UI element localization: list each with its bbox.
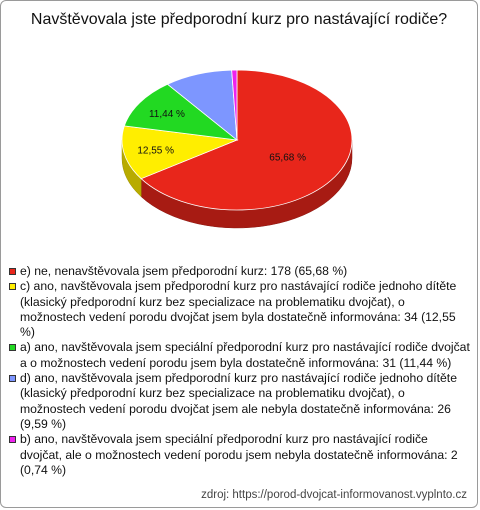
pie-chart [1,45,477,257]
legend-swatch-b [9,436,16,443]
legend-label-c: c) ano, navštěvovala jsem předporodní kurz pro nastávající rodiče jednoho dítěte (klasický předporodní kurz bez specializace na problematiku dvojčat), o možnostech vedení porodu dvojčat jsem byla dostatečně informována: 34 (12,55 %) [20,279,457,340]
legend-swatch-e [9,268,16,275]
legend-item-b [9,432,471,478]
legend-label-e: e) ne, nenavštěvovala jsem předporodní kurz: 178 (65,68 %) [20,264,348,278]
slice-label-a: 11,44 % [148,109,185,121]
legend-item-c [9,279,471,340]
legend-swatch-a [9,344,16,351]
chart-legend [9,264,471,478]
legend-label-d: d) ano, navštěvovala jsem předporodní kurz pro nastávající rodiče jednoho dítěte (klasický předporodní kurz bez specializace na problematiku dvojčat), o možnostech vedení porodu dvojčat jsem ale nebyla dostatečně informována: 26 (9,59 %) [20,371,457,431]
legend-item-d [9,371,471,432]
legend-label-b: b) ano, navštěvovala jsem speciální předporodní kurz pro nastávající rodiče dvojčat, ale o možnostech vedení porodu jsem nebyla dostatečně informována: 2 (0,74 %) [20,432,458,477]
chart-title: Navštěvovala jste předporodní kurz pro nastávající rodiče? [30,11,448,28]
legend-item-a [9,340,471,371]
slice-label-c: 12,55 % [137,145,175,157]
slice-label-e: 65,68 % [269,152,307,164]
source-note: zdroj: https://porod-dvojcat-informovanost.vyplnto.cz [201,489,467,501]
legend-label-a: a) ano, navštěvovala jsem speciální předporodní kurz pro nastávající rodiče dvojčat a o možnostech vedení porodu jsem byla dostatečně informována: 31 (11,44 %) [20,340,470,370]
legend-swatch-c [9,283,16,290]
legend-swatch-d [9,375,16,382]
legend-item-e [9,264,471,279]
